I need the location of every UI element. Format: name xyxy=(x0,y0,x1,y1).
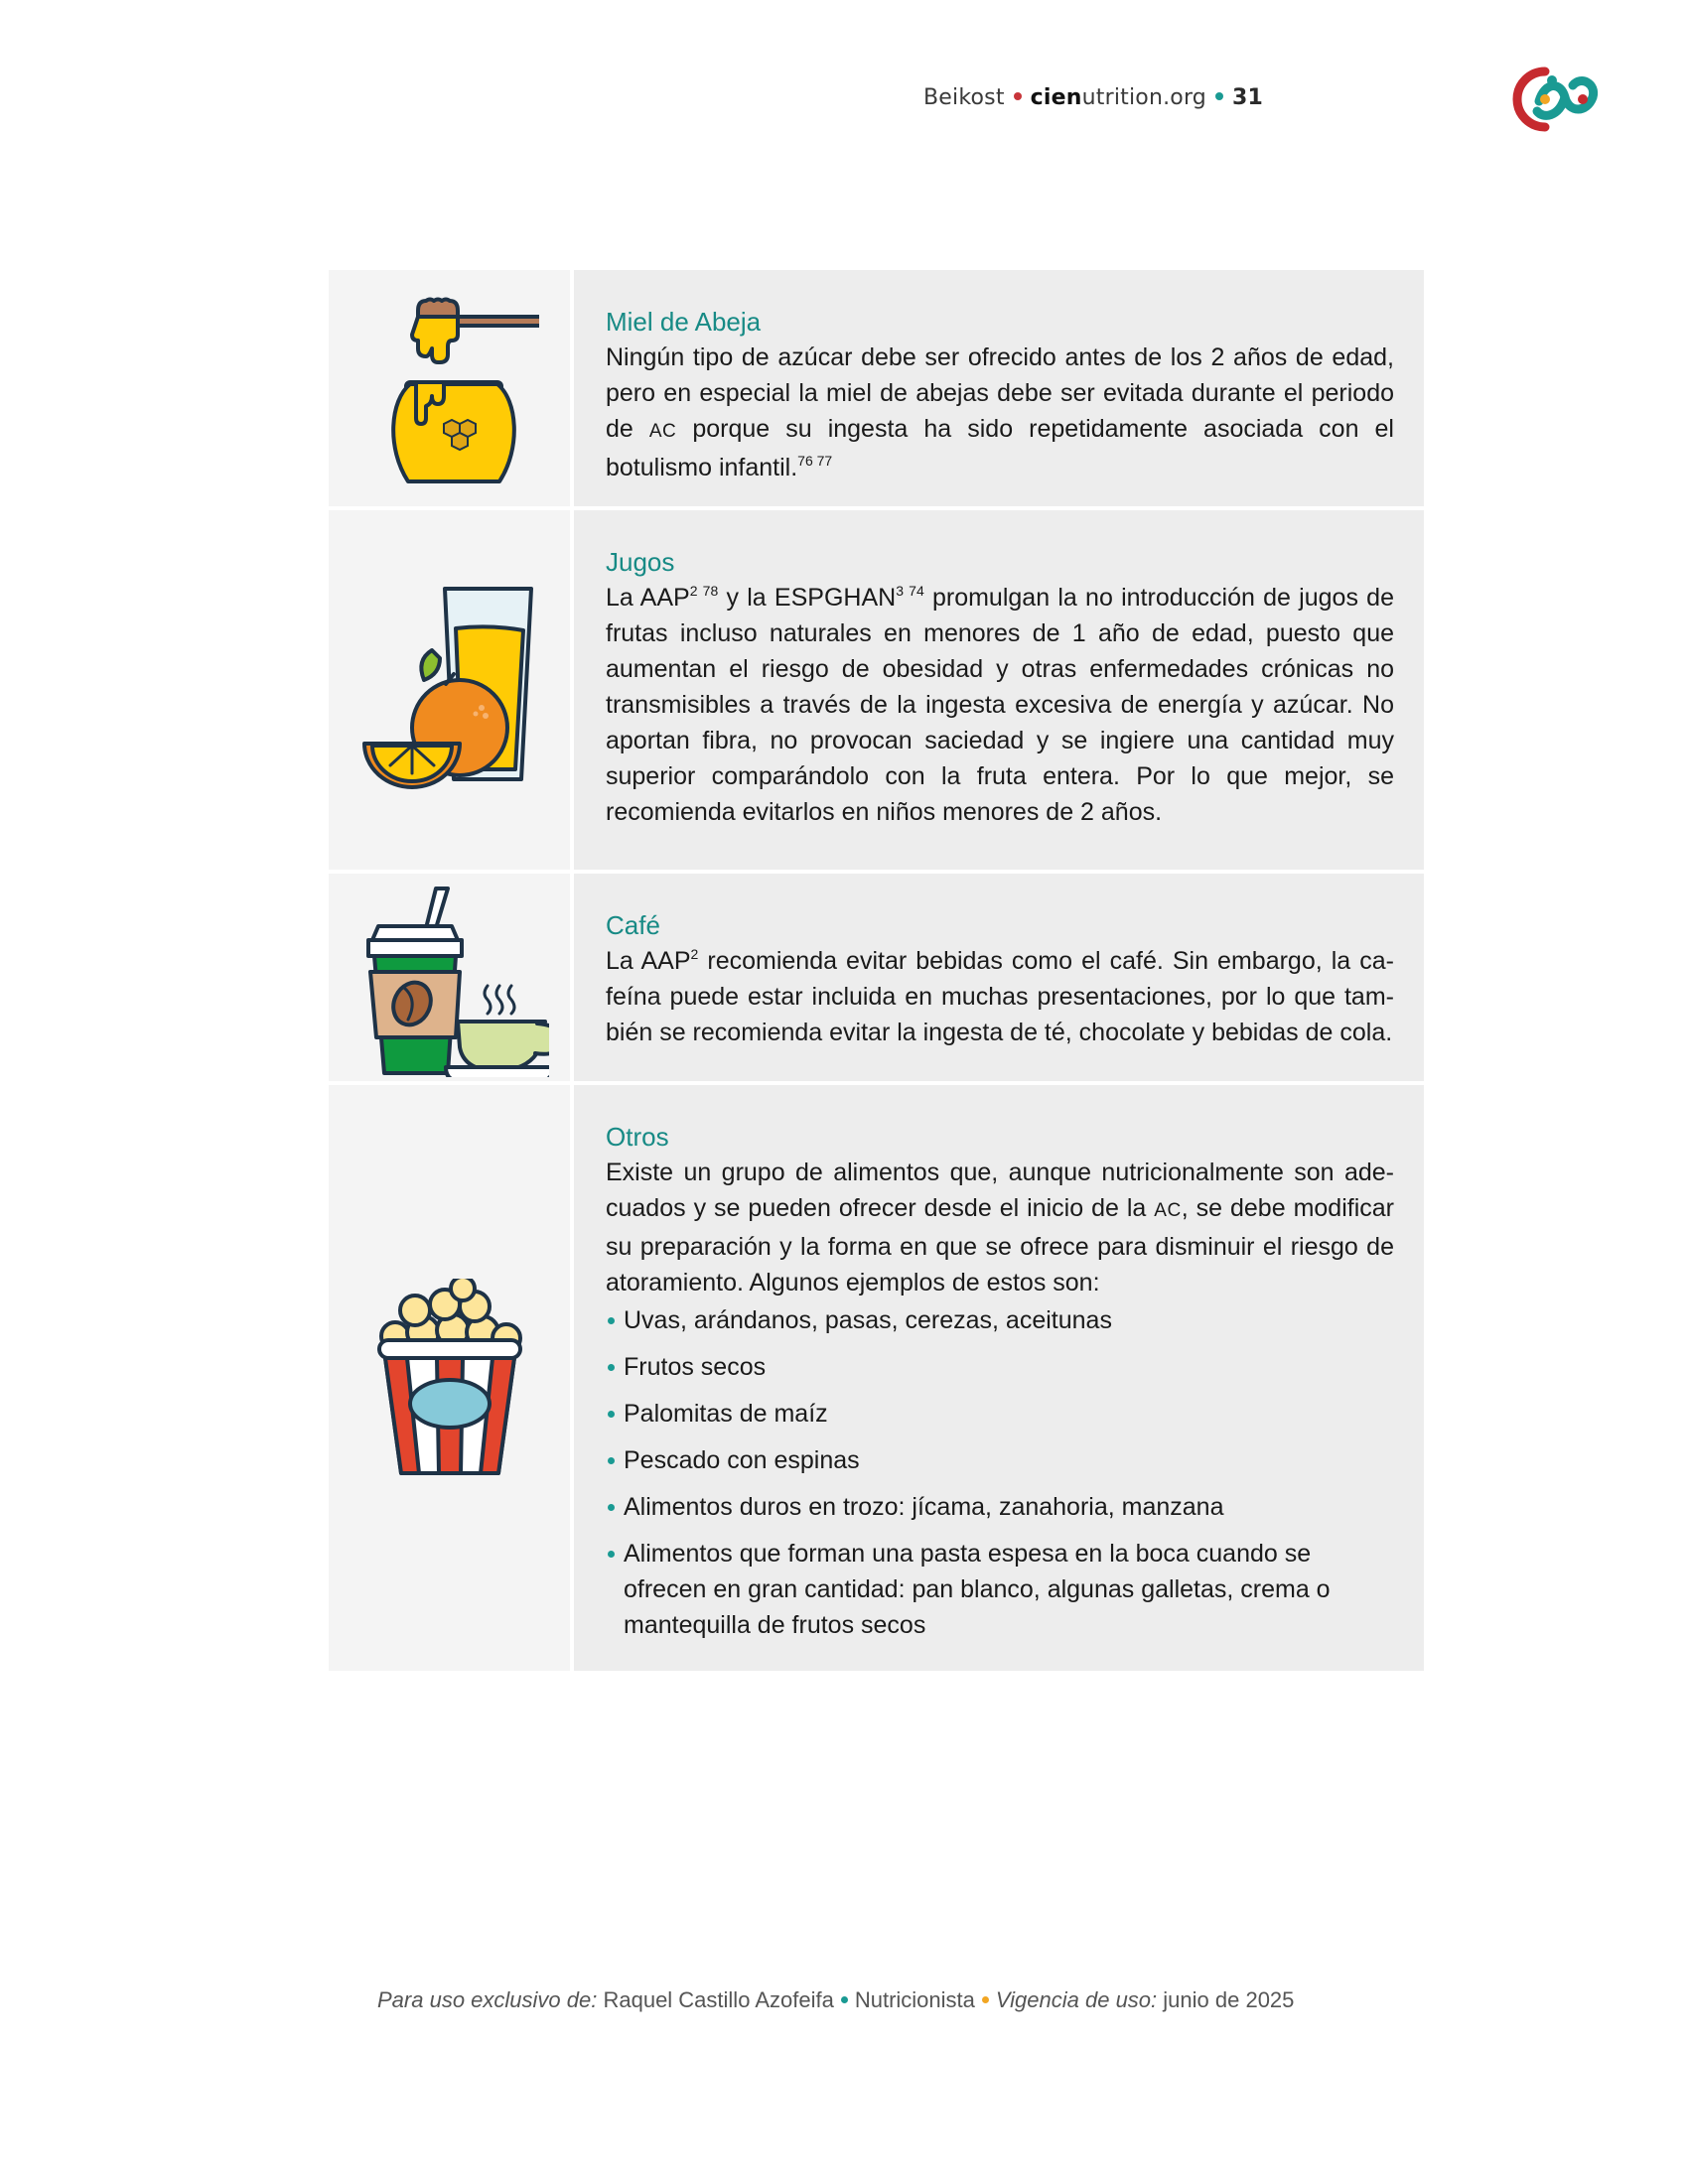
section-body: Existe un grupo de alimentos que, aunque nutricionalmente son adecuados y se pueden ofrecer desde el inicio de la AC, se debe modificar su preparación y la forma en que se ofrece para disminuir el riesgo de atoramiento. Algunos ejemplos de estos son: xyxy=(606,1159,1394,1297)
icon-cell xyxy=(329,874,570,1081)
list-item: Pescado con espinas xyxy=(606,1442,1394,1478)
separator-dot xyxy=(982,1996,989,2003)
table-row-juice xyxy=(329,510,1424,870)
cien-nutrition-logo-icon xyxy=(1509,62,1605,135)
section-title: Otros xyxy=(606,1122,669,1152)
list-item: Frutos secos xyxy=(606,1349,1394,1385)
icon-cell xyxy=(329,510,570,870)
book-title: Beikost xyxy=(923,85,1005,110)
separator-dot xyxy=(1215,92,1223,100)
validity-date: junio de 2025 xyxy=(1163,1987,1295,2012)
icon-cell xyxy=(329,1085,570,1671)
section-body: La AAP$^2$ recomienda evitar bebidas como el café. Sin embargo, la cafeína puede estar incluida en muchas presentaciones, por lo que también se recomienda evitar la ingesta de té, chocolate y bebidas de cola. xyxy=(606,946,1394,1046)
separator-dot xyxy=(1014,92,1022,100)
section-title: Jugos xyxy=(606,547,675,577)
separator-dot xyxy=(841,1996,848,2003)
icon-cell xyxy=(329,270,570,506)
page-number: 31 xyxy=(1231,85,1263,110)
list-item: Alimentos que forman una pasta espesa en la boca cuando se ofrecen en gran cantidad: pan blanco, algunas galletas, crema o mantequilla de frutos secos xyxy=(606,1536,1394,1643)
table-row-others xyxy=(329,1085,1424,1671)
table-row-honey xyxy=(329,270,1424,506)
text-cell xyxy=(574,874,1424,1081)
section-title: Café xyxy=(606,910,660,940)
section-body: La $AAP^{2 78}$ y la $ESPGHAN^{3 74}$ promulgan la no introducción de jugos de frutas incluso naturales en menores de 1 año de edad, puesto que aumentan el riesgo de obesidad y otras enfermedades crónicas no transmisibles a través de la ingesta excesiva de energía y azúcar. No aportan fibra, no provocan saciedad y se ingiere una cantidad muy superior comparándolo con la fruta entera. Por lo que mejor, se recomienda evitarlos en niños menores de 2 años. xyxy=(606,583,1394,826)
coffee-cup-icon xyxy=(351,879,549,1077)
section-body: Ningún tipo de azúcar debe ser ofrecido antes de los 2 años de edad, pero en especial la miel de abejas debe ser evitada durante el periodo de AC porque su ingesta ha sido repetidamente asociada con el botulismo infantil.$^{76 77}$ xyxy=(606,343,1394,481)
footer-label-validity: Vigencia de uso: xyxy=(995,1987,1158,2012)
licensee-name: Raquel Castillo Azofeifa xyxy=(603,1987,834,2012)
license-footer xyxy=(377,1987,1294,2013)
orange-juice-icon xyxy=(351,581,549,799)
licensee-role: Nutricionista xyxy=(854,1987,975,2012)
site-name-rest: utrition.org xyxy=(1081,85,1206,110)
food-restrictions-table xyxy=(329,270,1424,1675)
site-name-bold: cien xyxy=(1030,85,1082,110)
honey-jar-icon xyxy=(360,289,539,487)
list-item: Alimentos duros en trozo: jícama, zanahoria, manzana xyxy=(606,1489,1394,1525)
running-header xyxy=(923,85,1263,110)
text-cell xyxy=(574,1085,1424,1671)
text-cell xyxy=(574,510,1424,870)
list-item: Uvas, arándanos, pasas, cerezas, aceitunas xyxy=(606,1302,1394,1338)
table-row-coffee xyxy=(329,874,1424,1081)
list-item: Palomitas de maíz xyxy=(606,1396,1394,1432)
examples-list xyxy=(606,1302,1394,1643)
footer-label-exclusive: Para uso exclusivo de: xyxy=(377,1987,598,2012)
section-title: Miel de Abeja xyxy=(606,307,762,337)
text-cell xyxy=(574,270,1424,506)
popcorn-icon xyxy=(375,1279,524,1477)
